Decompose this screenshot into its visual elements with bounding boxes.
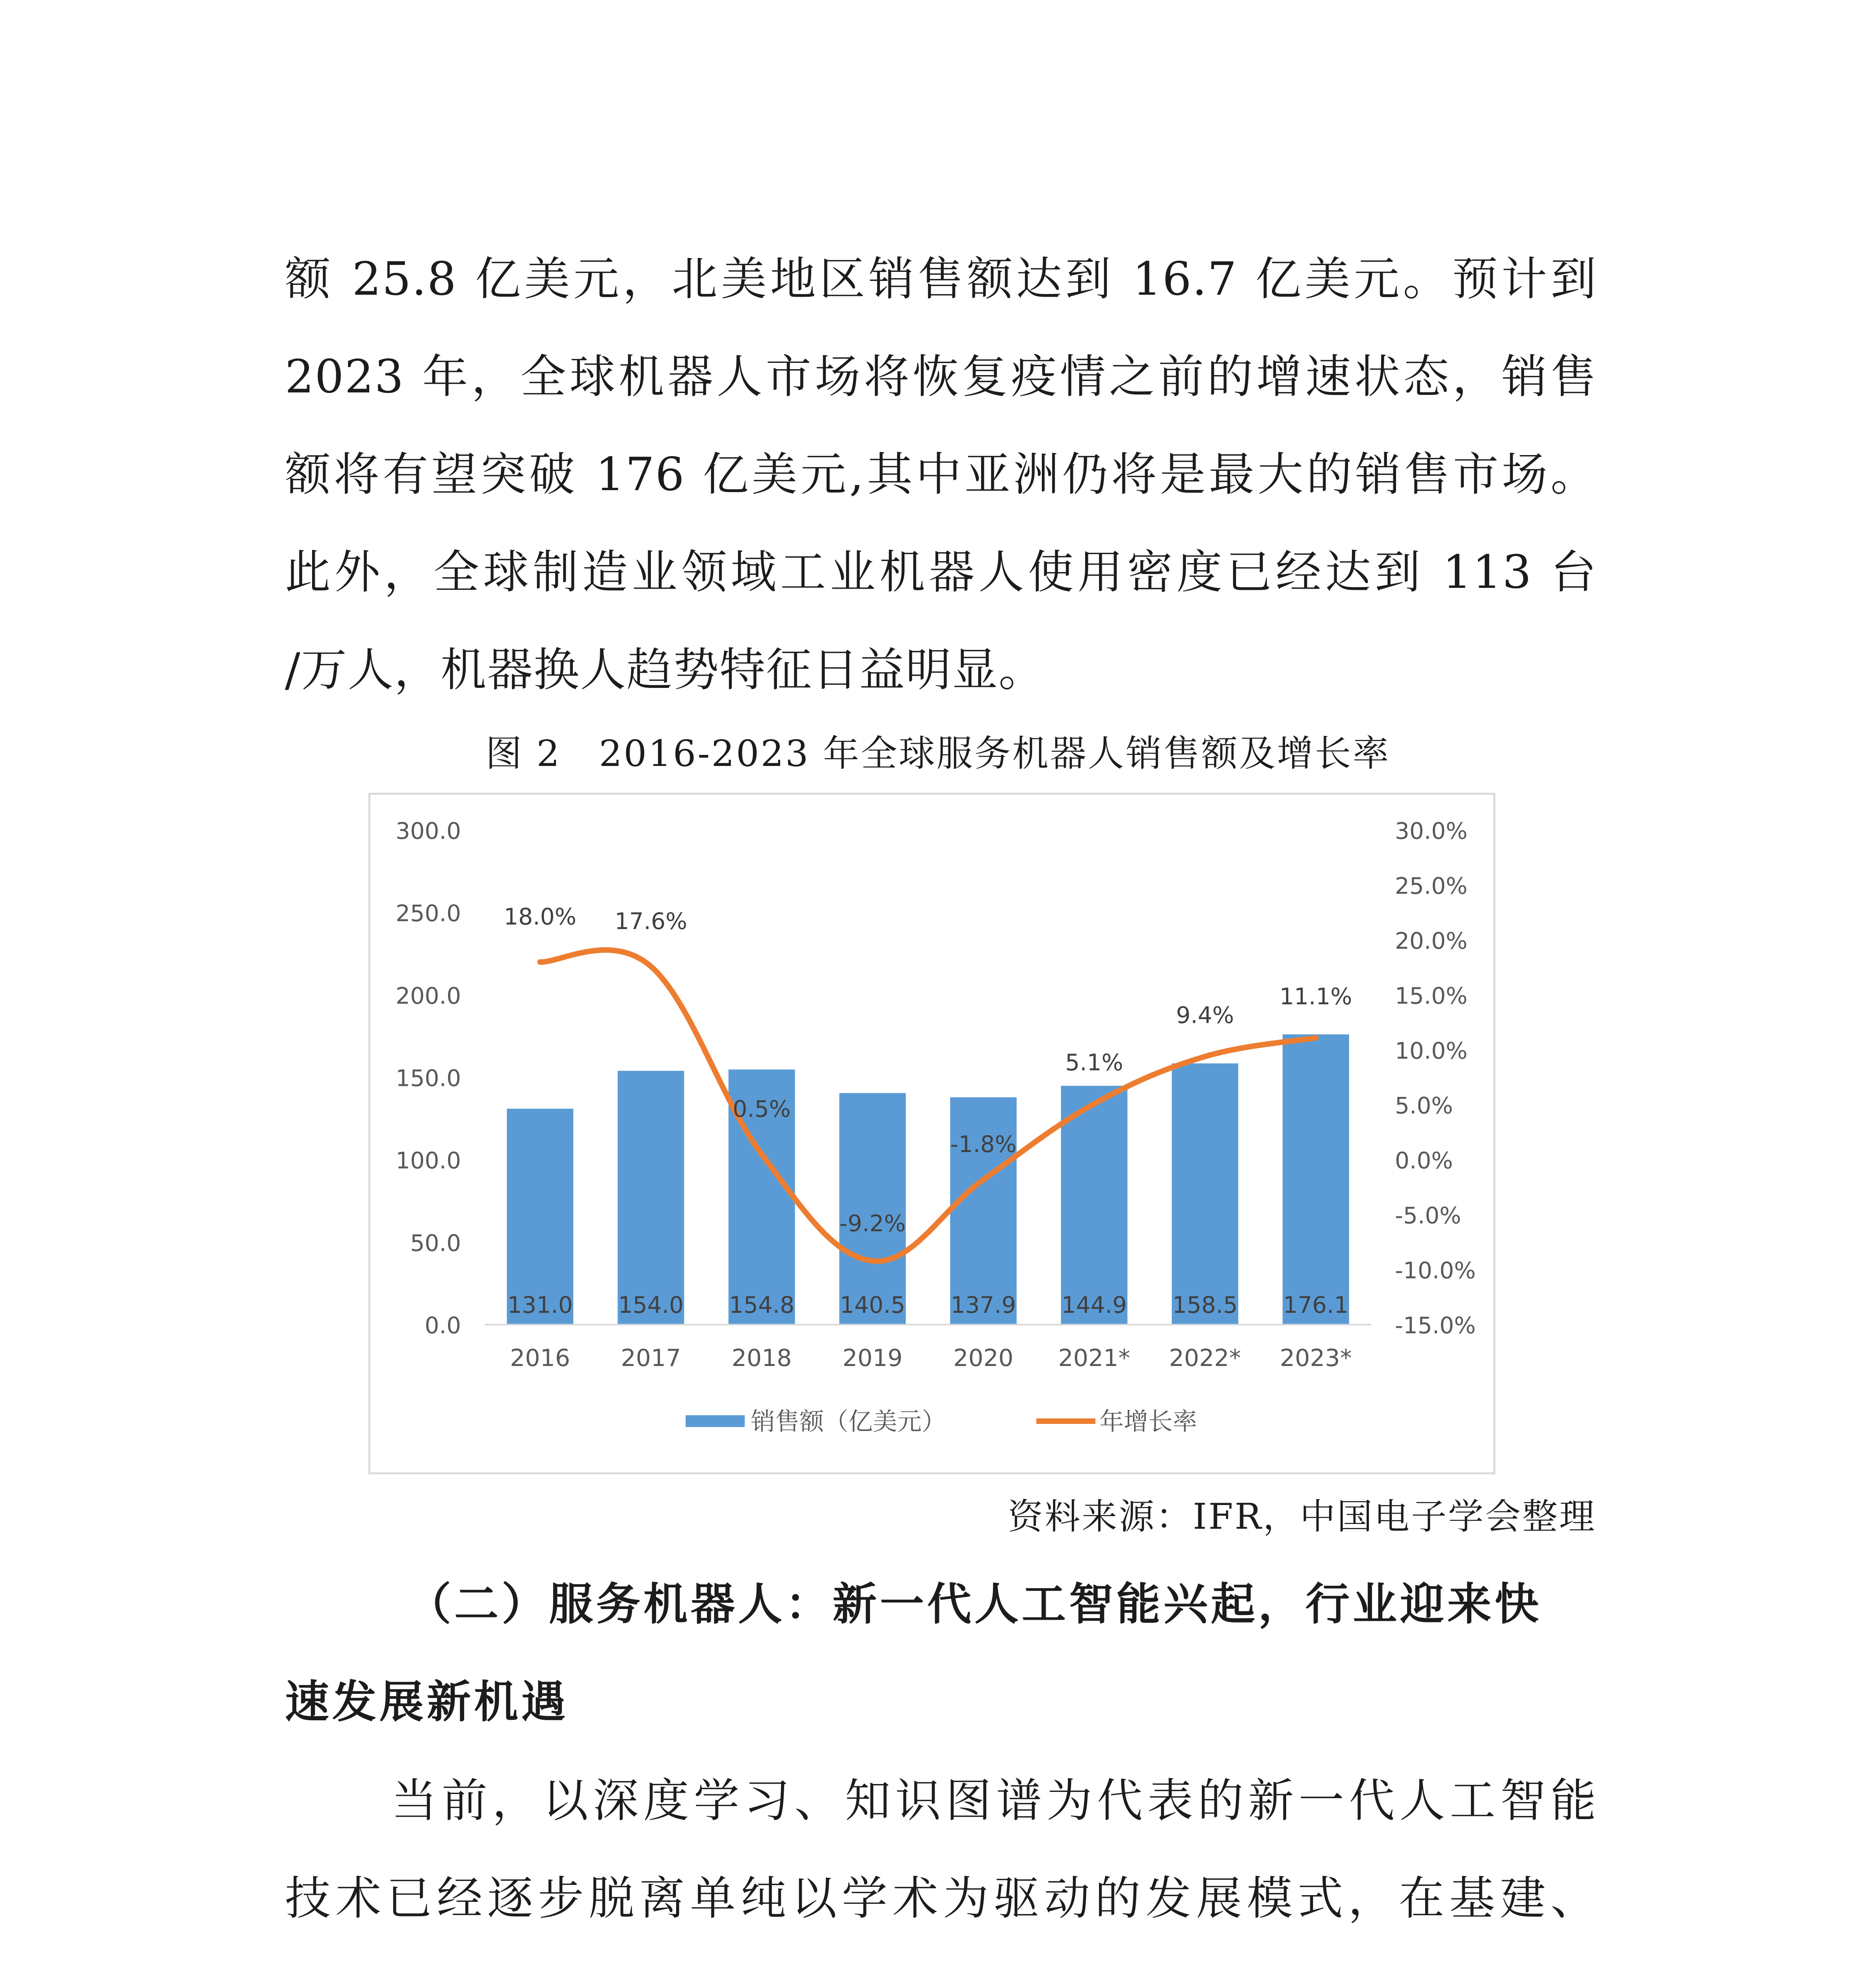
paragraph-service-robots <box>285 1752 1597 1970</box>
bar-value-labels <box>508 1292 1349 1318</box>
category-axis-labels <box>510 1344 1352 1372</box>
x-tick-label: 2017 <box>621 1344 681 1372</box>
bar-value-label: 140.5 <box>840 1292 905 1318</box>
x-tick-label: 2023* <box>1280 1344 1352 1372</box>
bar-series <box>507 1034 1349 1325</box>
bar-value-label: 158.5 <box>1172 1292 1238 1318</box>
figure-caption: 图 2 2016-2023 年全球服务机器人销售额及增长率 <box>485 732 1391 775</box>
growth-rate-point <box>1315 1037 1316 1038</box>
legend-label: 年增长率 <box>1099 1407 1197 1436</box>
right-axis-ticks <box>1395 818 1476 1339</box>
chart-frame <box>368 793 1495 1474</box>
y-left-tick-label: 0.0 <box>424 1312 461 1339</box>
bar-value-label: 154.8 <box>729 1292 795 1318</box>
y-left-tick-label: 300.0 <box>395 818 461 844</box>
text-line: 当前，以深度学习、知识图谱为代表的新一代人工智能 <box>391 1774 1597 1827</box>
heading-line: （二）服务机器人：新一代人工智能兴起，行业迎来快 <box>407 1579 1542 1630</box>
bar-value-label: 176.1 <box>1283 1292 1349 1318</box>
bar <box>1172 1063 1238 1325</box>
x-tick-label: 2020 <box>953 1344 1013 1372</box>
section-heading <box>285 1556 1597 1751</box>
growth-rate-point <box>983 1179 984 1180</box>
text-line: 额将有望突破 176 亿美元,其中亚洲仍将是最大的销售市场。 <box>285 448 1597 501</box>
y-right-tick-label: 10.0% <box>1395 1037 1468 1064</box>
growth-rate-point <box>761 1154 762 1155</box>
growth-rate-point <box>540 962 541 963</box>
text-line: /万人，机器换人趋势特征日益明显。 <box>285 643 1045 697</box>
growth-rate-label: -1.8% <box>950 1130 1017 1158</box>
text-line: 2023 年，全球机器人市场将恢复疫情之前的增速状态，销售 <box>285 350 1597 403</box>
growth-rate-label: 11.1% <box>1279 983 1352 1010</box>
y-right-tick-label: 5.0% <box>1395 1092 1453 1119</box>
text-line: 此外，全球制造业领域工业机器人使用密度已经达到 113 台 <box>285 546 1597 599</box>
text-line <box>285 1948 1597 1970</box>
bar <box>1061 1086 1128 1325</box>
growth-rate-label: 17.6% <box>614 907 688 935</box>
figure-source: 资料来源：IFR，中国电子学会整理 <box>1008 1496 1596 1537</box>
y-right-tick-label: -10.0% <box>1395 1257 1476 1284</box>
y-left-tick-label: 250.0 <box>395 900 461 927</box>
y-right-tick-label: 30.0% <box>1395 818 1468 844</box>
growth-rate-label: 9.4% <box>1176 1002 1234 1029</box>
combo-chart <box>370 795 1493 1472</box>
growth-rate-label: 18.0% <box>504 903 576 930</box>
y-right-tick-label: 25.0% <box>1395 872 1468 900</box>
y-right-tick-label: -15.0% <box>1395 1312 1476 1339</box>
y-left-tick-label: 100.0 <box>395 1147 461 1174</box>
x-tick-label: 2016 <box>510 1344 570 1372</box>
x-tick-label: 2018 <box>731 1344 792 1372</box>
y-right-tick-label: 0.0% <box>1395 1147 1453 1174</box>
growth-rate-point <box>872 1260 873 1261</box>
bar <box>839 1093 906 1325</box>
chart-legend <box>686 1407 1197 1436</box>
y-left-tick-label: 50.0 <box>410 1229 461 1256</box>
bar-value-label: 144.9 <box>1061 1292 1127 1318</box>
growth-rate-label: -9.2% <box>839 1210 906 1237</box>
bar-value-label: 137.9 <box>950 1292 1016 1318</box>
bar-value-label: 154.0 <box>618 1292 684 1318</box>
paragraph-intro <box>285 230 1597 719</box>
text-line: 技术已经逐步脱离单纯以学术为驱动的发展模式，在基建、 <box>285 1872 1597 1925</box>
y-left-tick-label: 200.0 <box>395 982 461 1009</box>
x-tick-label: 2022* <box>1169 1344 1241 1372</box>
bar-value-label: 131.0 <box>507 1292 573 1318</box>
y-right-tick-label: 20.0% <box>1395 927 1468 954</box>
text-line: 额 25.8 亿美元，北美地区销售额达到 16.7 亿美元。预计到 <box>285 253 1597 306</box>
legend-label: 销售额（亿美元） <box>751 1407 946 1436</box>
y-right-tick-label: -5.0% <box>1395 1202 1461 1229</box>
growth-rate-point <box>1094 1103 1095 1104</box>
growth-rate-label: 0.5% <box>733 1095 791 1123</box>
y-left-tick-label: 150.0 <box>395 1065 461 1092</box>
left-axis-ticks <box>396 818 461 1339</box>
legend-bar-swatch <box>686 1415 745 1427</box>
bar <box>1283 1034 1349 1325</box>
x-tick-label: 2019 <box>842 1344 903 1372</box>
y-right-tick-label: 15.0% <box>1395 982 1468 1009</box>
x-tick-label: 2021* <box>1058 1344 1130 1372</box>
heading-line: 速发展新机遇 <box>285 1676 569 1728</box>
growth-rate-label: 5.1% <box>1065 1049 1123 1076</box>
bar <box>618 1071 684 1325</box>
